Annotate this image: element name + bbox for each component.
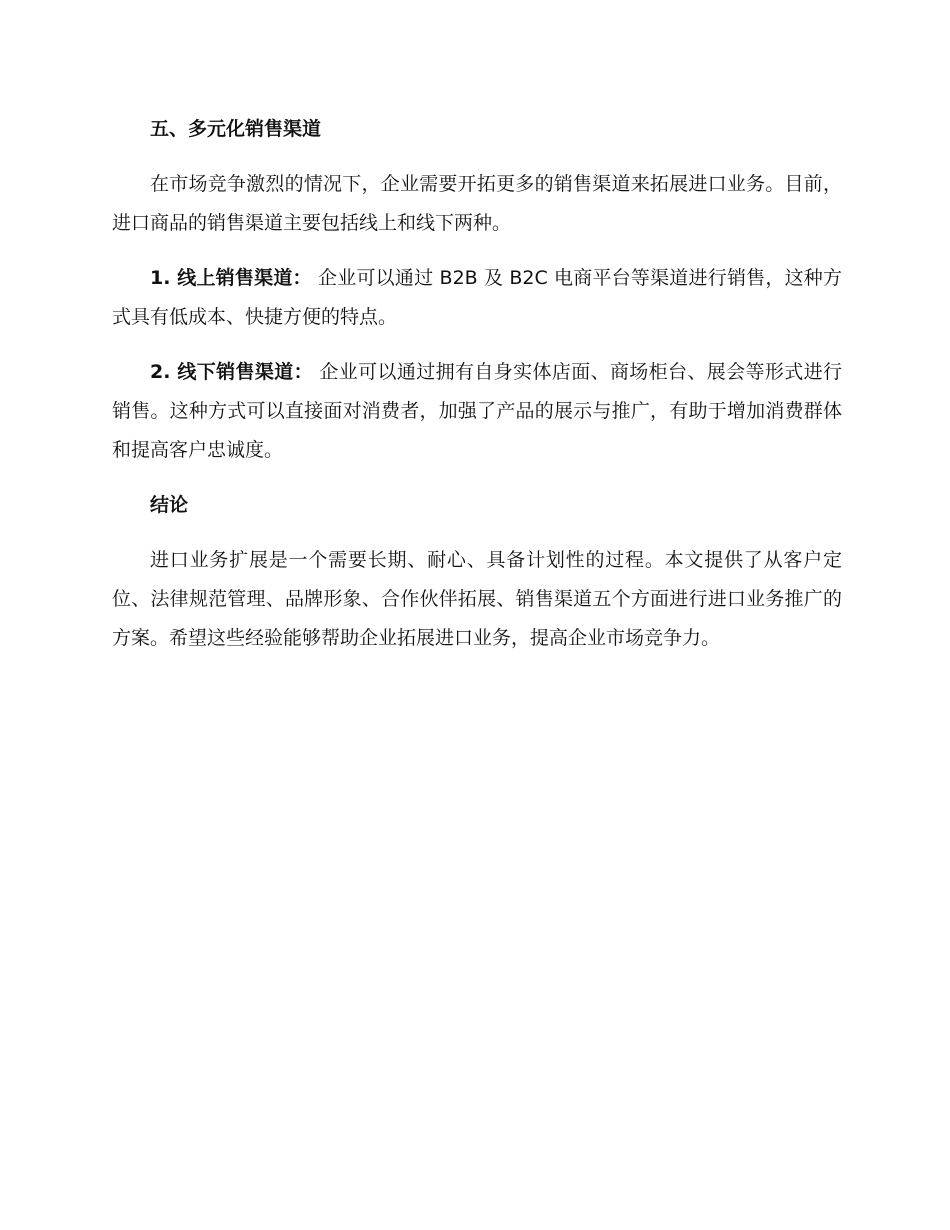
offline-channel-text: 企业可以通过拥有自身实体店面、商场柜台、展会等形式进行销售。这种方式可以直接面对消费者，加强了产品的展示与推广，有助于增加消费群体和提高客户忠诚度。 (112, 361, 842, 461)
online-channel-paragraph (112, 259, 842, 337)
section-intro-paragraph: 在市场竞争激烈的情况下，企业需要开拓更多的销售渠道来拓展进口业务。目前，进口商品的销售渠道主要包括线上和线下两种。 (112, 173, 842, 234)
offline-channel-label: 2. 线下销售渠道： (150, 361, 313, 383)
offline-channel-paragraph (112, 353, 842, 470)
online-channel-label: 1. 线上销售渠道： (150, 267, 312, 289)
conclusion-paragraph: 进口业务扩展是一个需要长期、耐心、具备计划性的过程。本文提供了从客户定位、法律规范管理、品牌形象、合作伙伴拓展、销售渠道五个方面进行进口业务推广的方案。希望这些经验能够帮助企业拓展进口业务，提高企业市场竞争力。 (112, 549, 842, 649)
section-heading: 五、多元化销售渠道 (150, 118, 322, 140)
conclusion-heading: 结论 (150, 494, 189, 516)
online-channel-text: 企业可以通过 B2B 及 B2C 电商平台等渠道进行销售，这种方式具有低成本、快捷方便的特点。 (112, 267, 842, 328)
document-body (112, 110, 842, 674)
